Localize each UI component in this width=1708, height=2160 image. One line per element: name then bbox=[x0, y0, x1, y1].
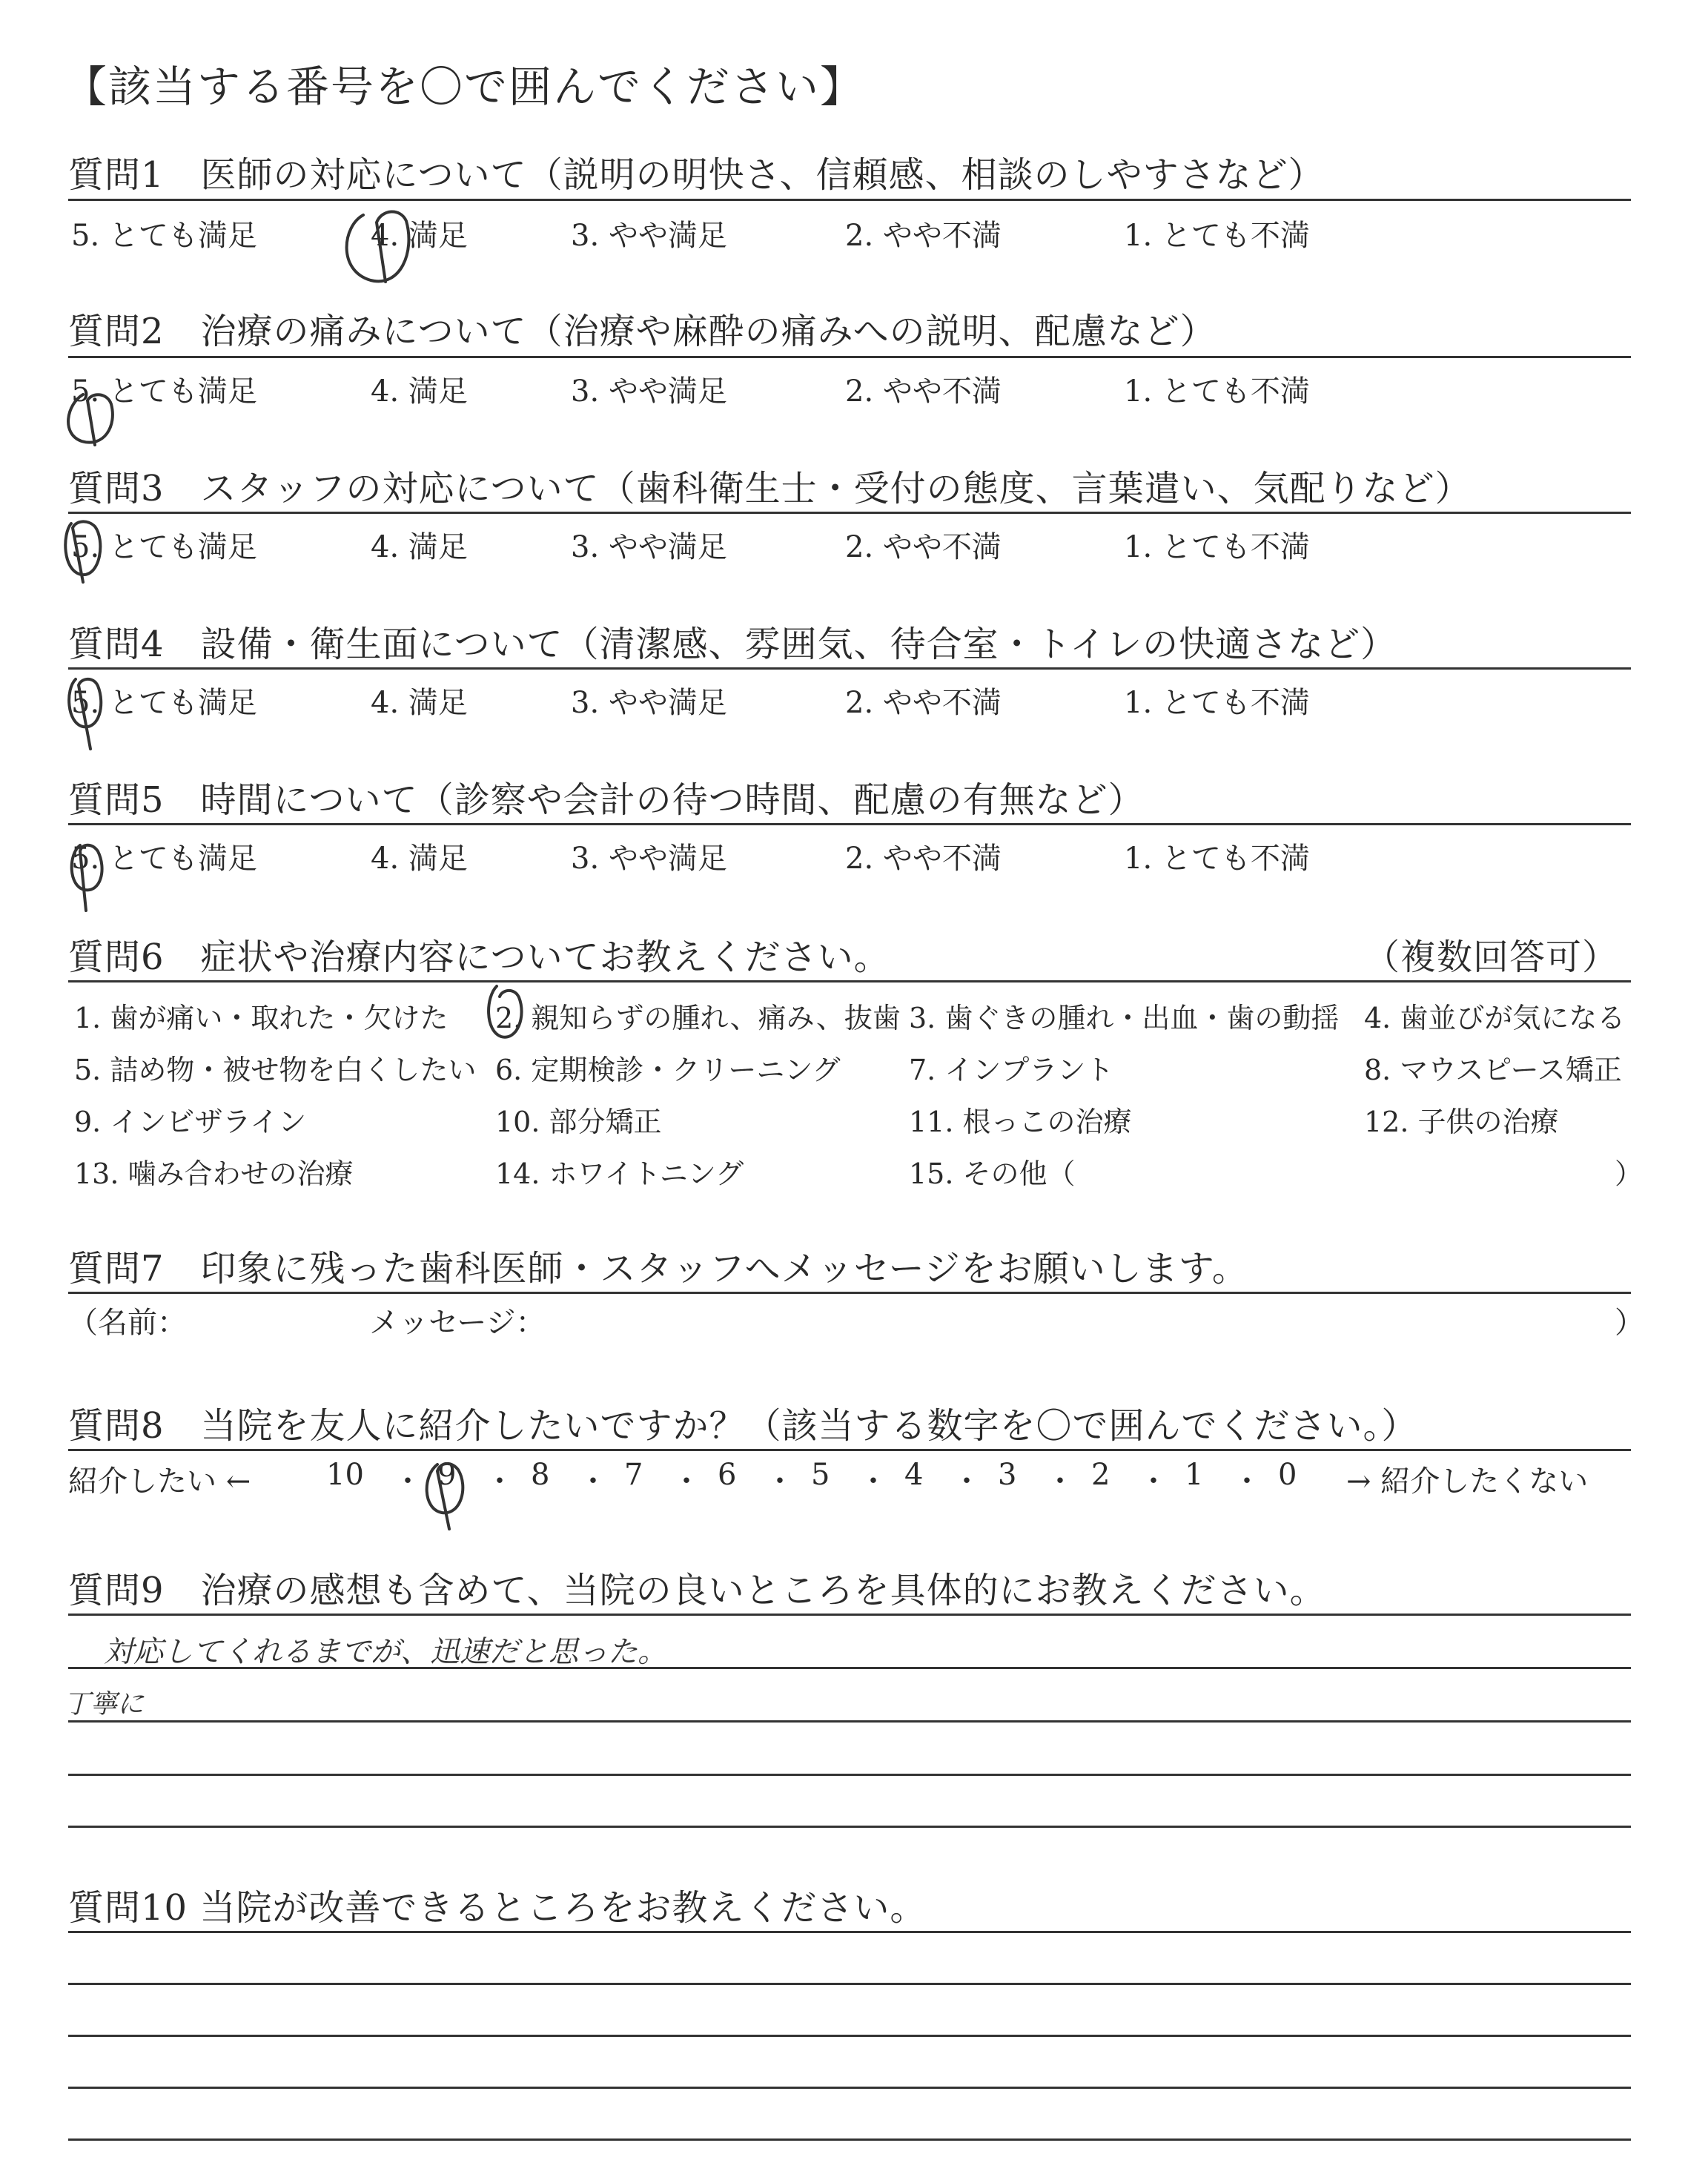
recommend-right-label: → 紹介したくない bbox=[1346, 1464, 1589, 1499]
divider bbox=[68, 356, 1631, 358]
q3-option-5[interactable]: 5. とても満足 bbox=[71, 530, 257, 564]
q6-option-2[interactable]: 2. 親知らずの腫れ、痛み、抜歯 bbox=[495, 1002, 901, 1034]
scale-dot: ・ bbox=[393, 1464, 423, 1499]
name-label: （名前： bbox=[68, 1306, 187, 1340]
scale-9[interactable]: 9 bbox=[437, 1458, 457, 1492]
scale-10[interactable]: 10 bbox=[326, 1458, 364, 1492]
q4-option-3[interactable]: 3. やや満足 bbox=[571, 686, 727, 720]
q4-option-5[interactable]: 5. とても満足 bbox=[71, 686, 257, 720]
q6-option-5[interactable]: 5. 詰め物・被せ物を白くしたい bbox=[74, 1054, 477, 1086]
q6-option-8[interactable]: 8. マウスピース矯正 bbox=[1364, 1054, 1622, 1086]
scale-6[interactable]: 6 bbox=[718, 1458, 737, 1492]
scale-dot: ・ bbox=[952, 1464, 982, 1499]
question-2: 質問2 治療の痛みについて（治療や麻酔の痛みへの説明、配慮など） bbox=[68, 311, 1217, 352]
scale-dot: ・ bbox=[485, 1464, 514, 1499]
answer-line bbox=[68, 1983, 1631, 1985]
question-7: 質問7 印象に残った歯科医師・スタッフへメッセージをお願いします。 bbox=[68, 1248, 1248, 1289]
q3-option-1[interactable]: 1. とても不満 bbox=[1124, 530, 1310, 564]
q5-option-3[interactable]: 3. やや満足 bbox=[571, 842, 727, 876]
answer-line bbox=[68, 2138, 1631, 2141]
q3-option-2[interactable]: 2. やや不満 bbox=[845, 530, 1002, 564]
question-8: 質問8 当院を友人に紹介したいですか？（該当する数字を〇で囲んでください。） bbox=[68, 1405, 1418, 1447]
question-4: 質問4 設備・衛生面について（清潔感、雰囲気、待合室・トイレの快適さなど） bbox=[68, 624, 1397, 665]
answer-line bbox=[68, 1826, 1631, 1828]
q6-option-3[interactable]: 3. 歯ぐきの腫れ・出血・歯の動揺 bbox=[909, 1002, 1340, 1034]
scale-5[interactable]: 5 bbox=[811, 1458, 830, 1492]
q6-option-14[interactable]: 14. ホワイトニング bbox=[495, 1157, 744, 1190]
q5-option-1[interactable]: 1. とても不満 bbox=[1124, 842, 1310, 876]
divider bbox=[68, 512, 1631, 514]
scale-dot: ・ bbox=[672, 1464, 701, 1499]
q3-option-4[interactable]: 4. 満足 bbox=[371, 530, 468, 564]
q1-option-3[interactable]: 3. やや満足 bbox=[571, 219, 727, 253]
scale-dot: ・ bbox=[765, 1464, 795, 1499]
scale-4[interactable]: 4 bbox=[904, 1458, 924, 1492]
scale-7[interactable]: 7 bbox=[624, 1458, 643, 1492]
q2-option-5[interactable]: 5. とても満足 bbox=[71, 374, 257, 409]
divider bbox=[68, 1449, 1631, 1451]
q6-option-1[interactable]: 1. 歯が痛い・取れた・欠けた bbox=[74, 1002, 448, 1034]
divider bbox=[68, 1931, 1631, 1933]
handwritten-answer-line-1: 対応してくれるまでが、迅速だと思った。 bbox=[104, 1635, 667, 1669]
q2-option-4[interactable]: 4. 満足 bbox=[371, 374, 468, 409]
question-9: 質問9 治療の感想も含めて、当院の良いところを具体的にお教えください。 bbox=[68, 1570, 1326, 1611]
answer-line bbox=[68, 2035, 1631, 2037]
recommend-left-label: 紹介したい ← bbox=[68, 1464, 251, 1499]
q1-option-4[interactable]: 4. 満足 bbox=[371, 219, 468, 253]
q4-option-1[interactable]: 1. とても不満 bbox=[1124, 686, 1310, 720]
question-6: 質問6 症状や治療内容についてお教えください。 bbox=[68, 937, 890, 978]
scale-dot: ・ bbox=[1139, 1464, 1168, 1499]
scale-dot: ・ bbox=[858, 1464, 888, 1499]
scale-8[interactable]: 8 bbox=[531, 1458, 550, 1492]
answer-line bbox=[68, 2087, 1631, 2089]
divider bbox=[68, 980, 1631, 982]
scale-0[interactable]: 0 bbox=[1278, 1458, 1297, 1492]
form-title: 【該当する番号を〇で囲んでください】 bbox=[64, 62, 865, 112]
q6-option-13[interactable]: 13. 噛み合わせの治療 bbox=[74, 1157, 354, 1190]
scale-dot: ・ bbox=[578, 1464, 608, 1499]
question-10: 質問10 当院が改善できるところをお教えください。 bbox=[68, 1887, 927, 1929]
q6-option-11[interactable]: 11. 根っこの治療 bbox=[909, 1106, 1132, 1138]
q4-option-2[interactable]: 2. やや不満 bbox=[845, 686, 1002, 720]
answer-line bbox=[68, 1720, 1631, 1723]
q6-option-6[interactable]: 6. 定期検診・クリーニング bbox=[495, 1054, 841, 1086]
scale-dot: ・ bbox=[1232, 1464, 1262, 1499]
scale-2[interactable]: 2 bbox=[1091, 1458, 1110, 1492]
q6-option-15[interactable]: 15. その他（ bbox=[909, 1157, 1076, 1190]
q5-option-5[interactable]: 5. とても満足 bbox=[71, 842, 257, 876]
scale-dot: ・ bbox=[1045, 1464, 1075, 1499]
answer-line bbox=[68, 1774, 1631, 1776]
other-close-paren: ） bbox=[1615, 1157, 1644, 1190]
q2-option-1[interactable]: 1. とても不満 bbox=[1124, 374, 1310, 409]
multiple-answers-note: （複数回答可） bbox=[1364, 937, 1619, 978]
q6-option-7[interactable]: 7. インプラント bbox=[909, 1054, 1114, 1086]
q2-option-2[interactable]: 2. やや不満 bbox=[845, 374, 1002, 409]
message-label: メッセージ： bbox=[369, 1306, 546, 1340]
divider bbox=[68, 199, 1631, 201]
question-1: 質問1 医師の対応について（説明の明快さ、信頼感、相談のしやすさなど） bbox=[68, 154, 1325, 196]
q6-option-9[interactable]: 9. インビザライン bbox=[74, 1106, 307, 1138]
q2-option-3[interactable]: 3. やや満足 bbox=[571, 374, 727, 409]
q6-option-12[interactable]: 12. 子供の治療 bbox=[1364, 1106, 1559, 1138]
q3-option-3[interactable]: 3. やや満足 bbox=[571, 530, 727, 564]
handwritten-answer-line-2: 丁寧に bbox=[64, 1689, 145, 1720]
q5-option-2[interactable]: 2. やや不満 bbox=[845, 842, 1002, 876]
question-5: 質問5 時間について（診察や会計の待つ時間、配慮の有無など） bbox=[68, 779, 1145, 821]
q1-option-2[interactable]: 2. やや不満 bbox=[845, 219, 1002, 253]
q6-option-10[interactable]: 10. 部分矯正 bbox=[495, 1106, 662, 1138]
divider bbox=[68, 667, 1631, 670]
q1-option-1[interactable]: 1. とても不満 bbox=[1124, 219, 1310, 253]
scale-3[interactable]: 3 bbox=[998, 1458, 1017, 1492]
message-close-paren: ） bbox=[1615, 1306, 1644, 1340]
divider bbox=[68, 1614, 1631, 1616]
divider bbox=[68, 1292, 1631, 1294]
q1-option-5[interactable]: 5. とても満足 bbox=[71, 219, 257, 253]
q4-option-4[interactable]: 4. 満足 bbox=[371, 686, 468, 720]
q6-option-4[interactable]: 4. 歯並びが気になる bbox=[1364, 1002, 1626, 1034]
divider bbox=[68, 823, 1631, 825]
q5-option-4[interactable]: 4. 満足 bbox=[371, 842, 468, 876]
scale-1[interactable]: 1 bbox=[1185, 1458, 1204, 1492]
question-3: 質問3 スタッフの対応について（歯科衛生士・受付の態度、言葉遣い、気配りなど） bbox=[68, 468, 1472, 509]
